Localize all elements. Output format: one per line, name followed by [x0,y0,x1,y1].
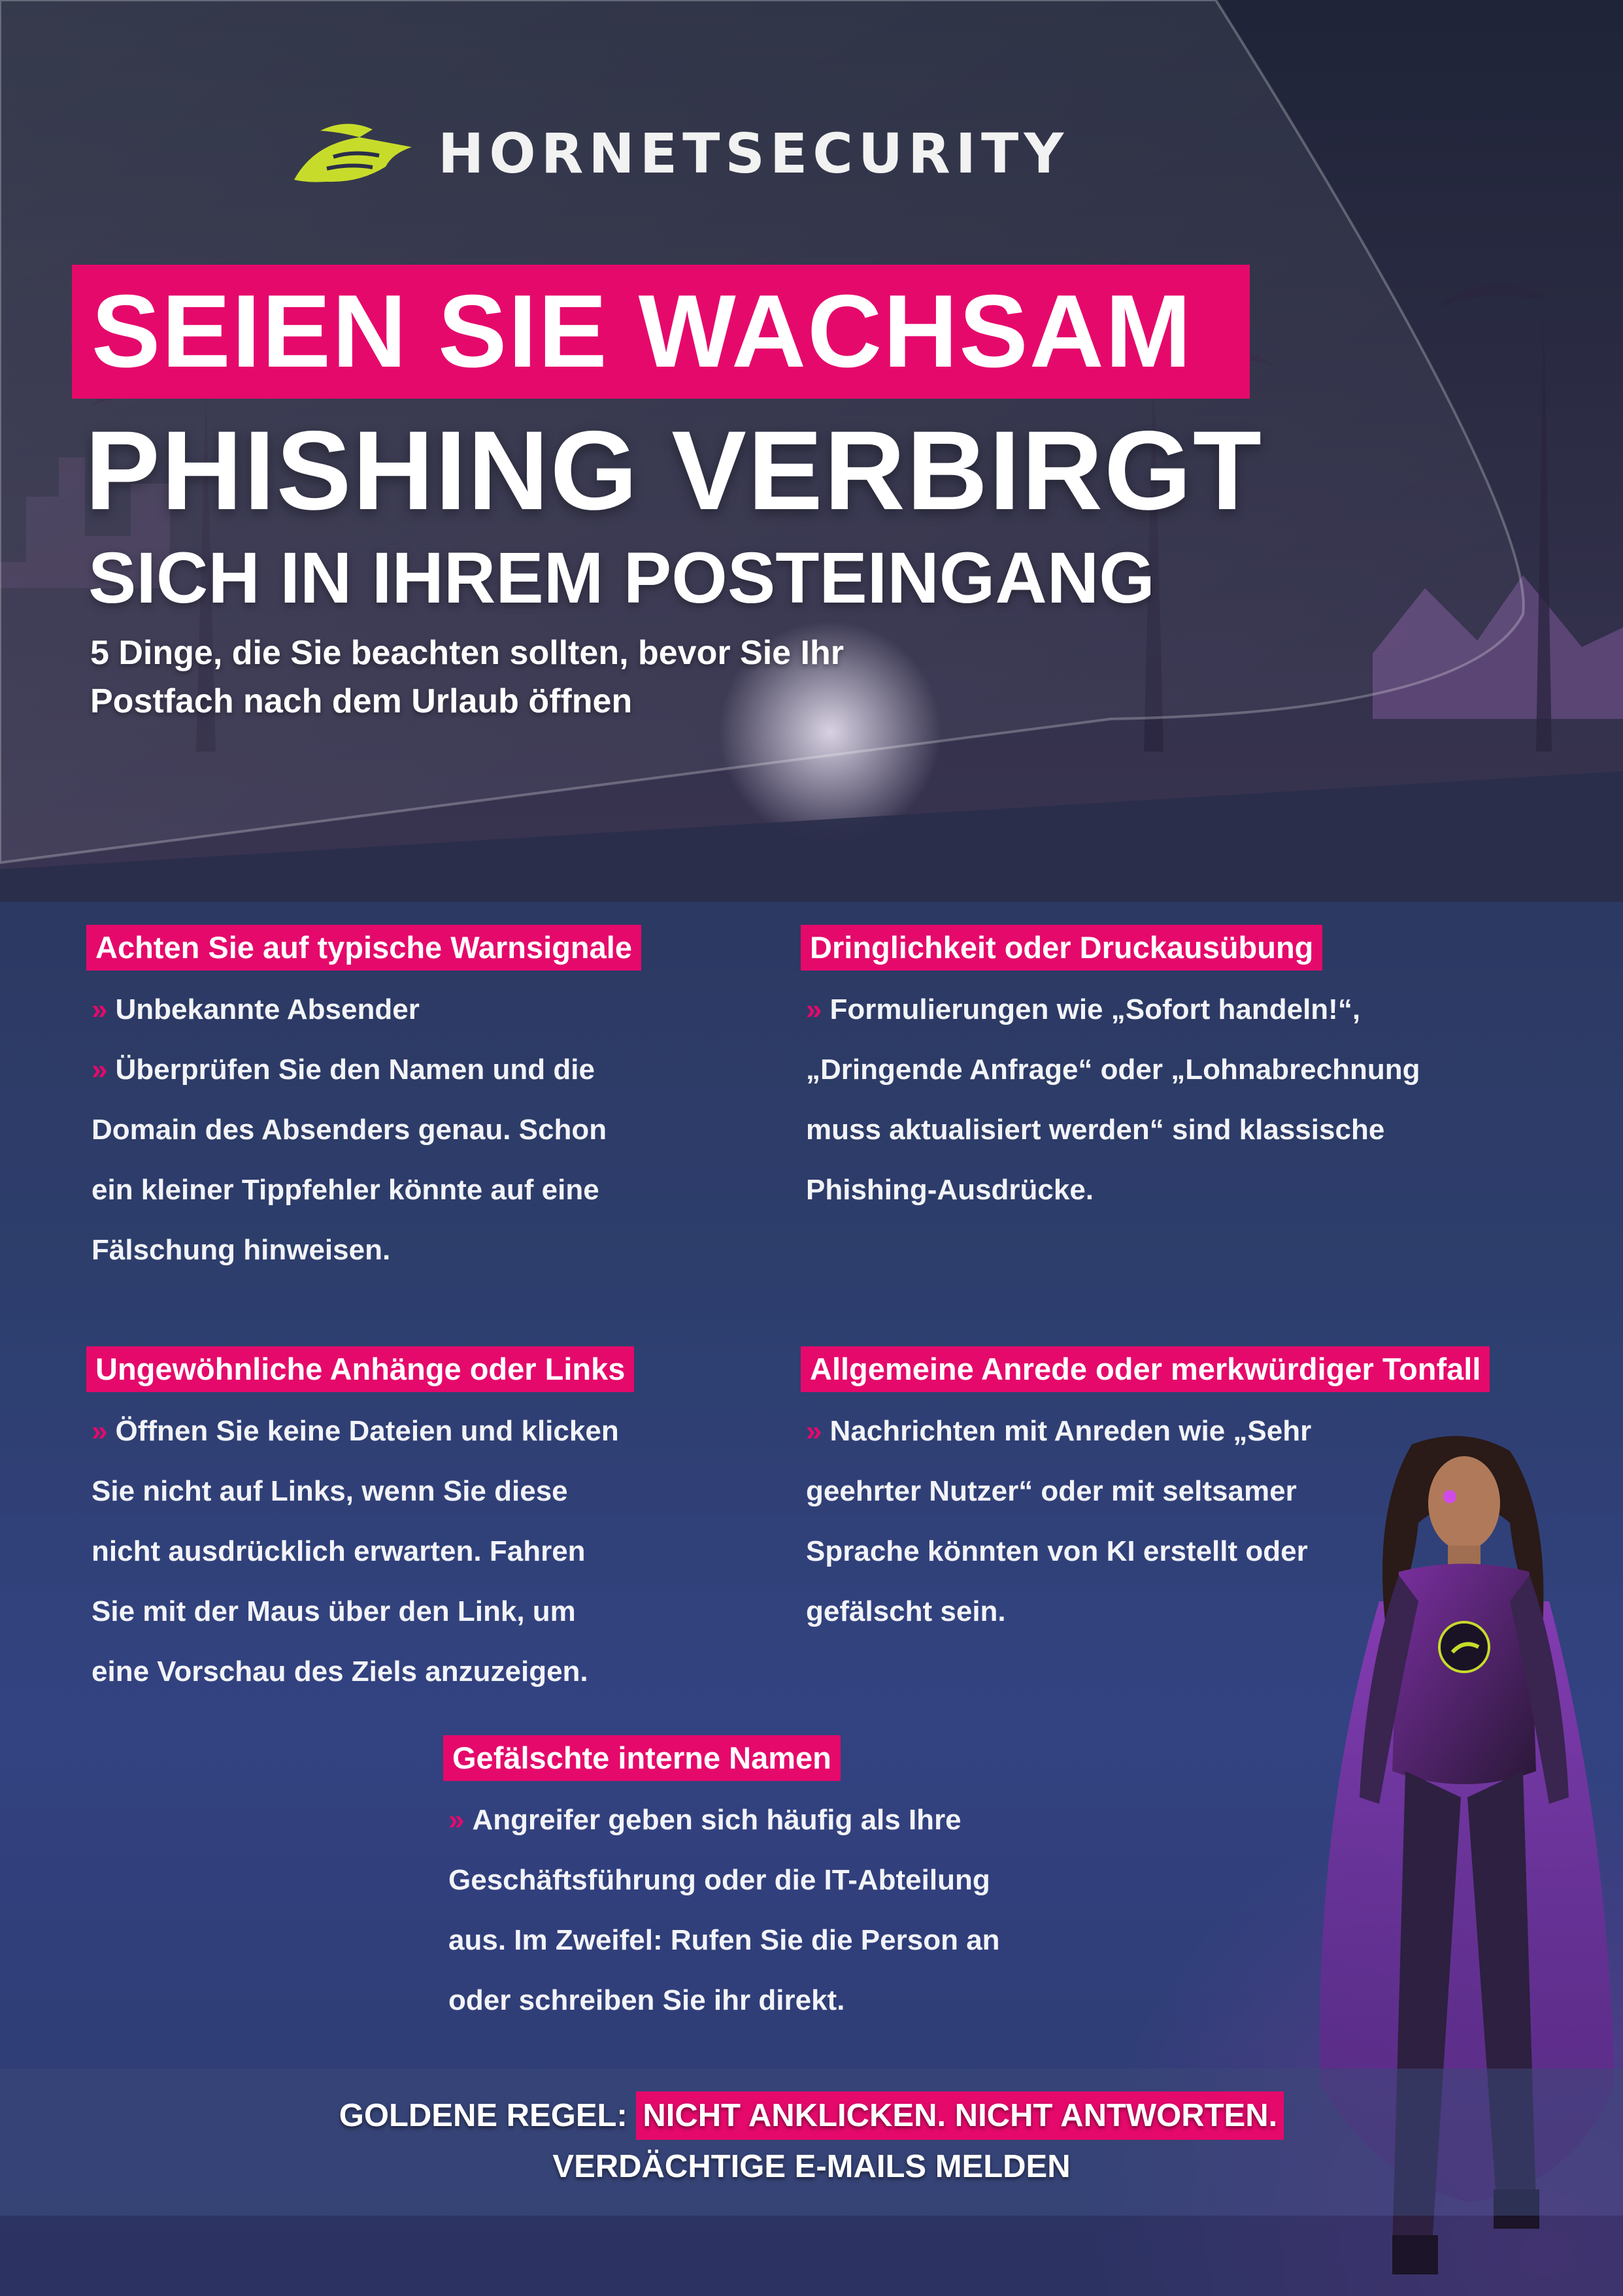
tip-line: eine Vorschau des Ziels anzuzeigen. [92,1655,588,1688]
tip-urgency [801,925,1585,1220]
tip-body [86,1401,740,1702]
golden-rule-label: GOLDENE REGEL: [339,2098,627,2133]
tip-body [801,980,1585,1220]
brand-name: HORNETSECURITY [438,122,1069,186]
tip-line: Sie nicht auf Links, wenn Sie diese [92,1475,568,1507]
tip-line: Sie mit der Maus über den Link, um [92,1595,576,1627]
tip-line: aus. Im Zweifel: Rufen Sie die Person an [448,1924,1000,1956]
tip-line: geehrter Nutzer“ oder mit seltsamer [806,1475,1297,1507]
tip-fake-internal-names [443,1735,1162,2031]
golden-rule [0,2091,1623,2140]
golden-rule-highlight: NICHT ANKLICKEN. NICHT ANTWORTEN. [636,2091,1284,2140]
chevron-icon: » [92,993,108,1025]
tip-line: » Unbekannte Absender [92,993,420,1025]
tip-line: » Öffnen Sie keine Dateien und klicken [92,1415,619,1447]
tip-attachments-links [86,1346,740,1702]
tip-heading: Gefälschte interne Namen [443,1735,841,1781]
headline-main: PHISHING VERBIRGT [85,408,1263,533]
tip-line: Sprache könnten von KI erstellt oder [806,1535,1308,1567]
tip-warning-signs [86,925,740,1280]
brand-logo [288,118,1069,190]
report-instruction: VERDÄCHTIGE E-MAILS MELDEN [552,2149,1071,2184]
tip-heading: Achten Sie auf typische Warnsignale [86,925,641,971]
chevron-icon: » [92,1054,108,1086]
tip-line: » Angreifer geben sich häufig als Ihre [448,1804,962,1836]
tip-heading: Allgemeine Anrede oder merkwürdiger Tonfall [801,1346,1490,1392]
tip-body [443,1790,1162,2031]
tip-line: gefälscht sein. [806,1595,1006,1627]
tip-heading: Dringlichkeit oder Druckausübung [801,925,1322,971]
chevron-icon: » [806,993,822,1025]
tip-line: „Dringende Anfrage“ oder „Lohnabrechnung [806,1054,1420,1086]
tip-line: oder schreiben Sie ihr direkt. [448,1984,845,2016]
intro-subtitle [90,629,1005,725]
headline-sub: SICH IN IHREM POSTEINGANG [88,538,1155,618]
tip-line: » Formulierungen wie „Sofort handeln!“, [806,993,1361,1025]
tip-line: nicht ausdrücklich erwarten. Fahren [92,1535,586,1567]
tip-body [86,980,740,1280]
tip-line: » Nachrichten mit Anreden wie „Sehr [806,1415,1312,1447]
tip-line: muss aktualisiert werden“ sind klassische [806,1114,1385,1146]
tip-line: Geschäftsführung oder die IT-Abteilung [448,1864,990,1896]
tip-line: ein kleiner Tippfehler könnte auf eine [92,1174,599,1206]
tip-heading: Ungewöhnliche Anhänge oder Links [86,1346,634,1392]
tip-line: Fälschung hinweisen. [92,1234,391,1266]
hornet-logo-icon [288,118,418,190]
tip-line: Domain des Absenders genau. Schon [92,1114,607,1146]
tip-line: » Überprüfen Sie den Namen und die [92,1054,595,1086]
subtitle-line: Postfach nach dem Urlaub öffnen [90,682,633,720]
tip-line: Phishing-Ausdrücke. [806,1174,1094,1206]
chevron-icon: » [92,1415,108,1447]
subtitle-line: 5 Dinge, die Sie beachten sollten, bevor Sie Ihr [90,634,844,672]
headline-highlight: SEIEN SIE WACHSAM [72,265,1250,399]
chevron-icon: » [806,1415,822,1447]
chevron-icon: » [448,1804,465,1836]
